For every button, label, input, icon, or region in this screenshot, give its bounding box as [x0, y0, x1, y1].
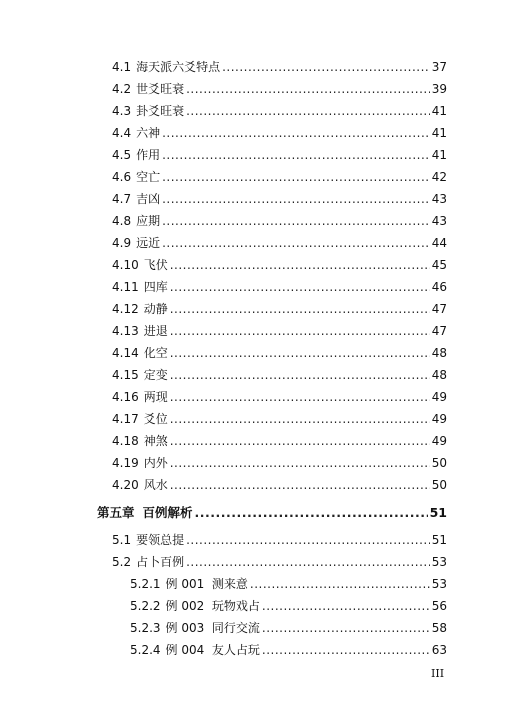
leader-dots — [170, 477, 430, 493]
entry-page: 46 — [431, 280, 447, 294]
entry-number: 4.9 — [112, 236, 132, 250]
entry-number: 4.20 — [112, 478, 139, 492]
entry-title: 动静 — [143, 302, 168, 316]
toc-entry-4-11[interactable] — [112, 279, 447, 295]
entry-page: 43 — [431, 192, 447, 206]
toc-entry-4-9[interactable] — [112, 235, 447, 251]
leader-dots — [170, 455, 430, 471]
entry-number: 4.3 — [112, 104, 132, 118]
entry-page: 41 — [431, 148, 447, 162]
leader-dots — [170, 345, 430, 361]
entry-title: 六神 — [136, 126, 161, 140]
entry-number: 4.1 — [112, 60, 132, 74]
entry-title: 卦爻旺衰 — [136, 104, 185, 118]
toc-entry-5-2-4[interactable] — [130, 642, 447, 658]
entry-title: 吉凶 — [136, 192, 161, 206]
entry-number: 5.2.2 — [130, 599, 161, 613]
toc-entry-4-3[interactable] — [112, 103, 447, 119]
leader-dots — [186, 554, 430, 570]
entry-number: 4.16 — [112, 390, 139, 404]
leader-dots — [262, 620, 430, 636]
entry-title: 空亡 — [136, 170, 161, 184]
toc-entry-4-2[interactable] — [112, 81, 447, 97]
entry-number: 4.14 — [112, 346, 139, 360]
leader-dots — [170, 411, 430, 427]
leader-dots — [186, 103, 430, 119]
entry-number: 5.2.4 — [130, 643, 161, 657]
toc-entry-5-1[interactable] — [112, 532, 447, 548]
leader-dots — [170, 323, 430, 339]
page-number: III — [431, 667, 445, 680]
entry-number: 4.13 — [112, 324, 139, 338]
entry-title: 占卜百例 — [136, 555, 185, 569]
toc-entry-4-7[interactable] — [112, 191, 447, 207]
leader-dots — [170, 301, 430, 317]
toc-entry-4-19[interactable] — [112, 455, 447, 471]
entry-title: 进退 — [143, 324, 168, 338]
entry-title: 例 002 玩物戏占 — [165, 599, 260, 613]
entry-page: 53 — [431, 577, 447, 591]
entry-page: 47 — [431, 324, 447, 338]
entry-title: 海天派六爻特点 — [136, 60, 221, 74]
leader-dots — [170, 389, 430, 405]
toc-entry-4-13[interactable] — [112, 323, 447, 339]
toc-entry-5-2[interactable] — [112, 554, 447, 570]
entry-page: 48 — [431, 346, 447, 360]
leader-dots — [262, 642, 430, 658]
entry-title: 爻位 — [143, 412, 168, 426]
entry-number: 4.17 — [112, 412, 139, 426]
leader-dots — [195, 505, 428, 521]
entry-number: 4.2 — [112, 82, 132, 96]
toc-entry-4-4[interactable] — [112, 125, 447, 141]
entry-page: 49 — [431, 412, 447, 426]
leader-dots — [162, 235, 430, 251]
entry-page: 63 — [431, 643, 447, 657]
entry-title: 例 001 测来意 — [165, 577, 248, 591]
leader-dots — [186, 532, 430, 548]
entry-number: 4.8 — [112, 214, 132, 228]
entry-page: 53 — [431, 555, 447, 569]
entry-number: 4.19 — [112, 456, 139, 470]
leader-dots — [170, 257, 430, 273]
entry-page: 58 — [431, 621, 447, 635]
toc-entry-4-15[interactable] — [112, 367, 447, 383]
entry-title: 例 004 友人占玩 — [165, 643, 260, 657]
toc-entry-4-20[interactable] — [112, 477, 447, 493]
entry-page: 37 — [431, 60, 447, 74]
entry-page: 44 — [431, 236, 447, 250]
entry-title: 世爻旺衰 — [136, 82, 185, 96]
toc-entry-5-2-1[interactable] — [130, 576, 447, 592]
entry-number: 4.12 — [112, 302, 139, 316]
toc-entry-4-12[interactable] — [112, 301, 447, 317]
entry-number: 4.6 — [112, 170, 132, 184]
entry-page: 43 — [431, 214, 447, 228]
entry-title: 作用 — [136, 148, 161, 162]
entry-title: 例 003 同行交流 — [165, 621, 260, 635]
entry-title: 内外 — [143, 456, 168, 470]
entry-page: 48 — [431, 368, 447, 382]
leader-dots — [262, 598, 430, 614]
entry-page: 39 — [431, 82, 447, 96]
entry-page: 51 — [431, 533, 447, 547]
entry-page: 49 — [431, 434, 447, 448]
entry-title: 化空 — [143, 346, 168, 360]
toc-entry-5-2-2[interactable] — [130, 598, 447, 614]
leader-dots — [170, 433, 430, 449]
entry-number: 4.10 — [112, 258, 139, 272]
toc-entry-4-1[interactable] — [112, 59, 447, 75]
entry-title: 远近 — [136, 236, 161, 250]
leader-dots — [162, 125, 430, 141]
leader-dots — [222, 59, 430, 75]
chapter-number: 第五章 — [97, 505, 135, 520]
entry-page: 47 — [431, 302, 447, 316]
entry-number: 4.18 — [112, 434, 139, 448]
entry-number: 4.11 — [112, 280, 139, 294]
toc-entry-4-5[interactable] — [112, 147, 447, 163]
entry-number: 4.15 — [112, 368, 139, 382]
leader-dots — [170, 279, 430, 295]
leader-dots — [186, 81, 430, 97]
entry-title: 神煞 — [143, 434, 168, 448]
leader-dots — [250, 576, 430, 592]
leader-dots — [162, 213, 430, 229]
entry-number: 4.5 — [112, 148, 132, 162]
entry-title: 应期 — [136, 214, 161, 228]
entry-title: 飞伏 — [143, 258, 168, 272]
entry-page: 45 — [431, 258, 447, 272]
chapter-title: 百例解析 — [142, 505, 193, 520]
toc-entry-4-17[interactable] — [112, 411, 447, 427]
entry-title: 定变 — [143, 368, 168, 382]
toc-entry-4-6[interactable] — [112, 169, 447, 185]
entry-title: 四库 — [143, 280, 168, 294]
toc-entry-4-10[interactable] — [112, 257, 447, 273]
entry-page: 49 — [431, 390, 447, 404]
entry-title: 两现 — [143, 390, 168, 404]
entry-page: 42 — [431, 170, 447, 184]
entry-title: 风水 — [143, 478, 168, 492]
entry-number: 5.1 — [112, 533, 132, 547]
chapter-page: 51 — [429, 505, 447, 520]
leader-dots — [162, 191, 430, 207]
entry-number: 4.7 — [112, 192, 132, 206]
entry-page: 41 — [431, 104, 447, 118]
entry-page: 41 — [431, 126, 447, 140]
entry-title: 要领总提 — [136, 533, 185, 547]
toc-entry-5-2-3[interactable] — [130, 620, 447, 636]
toc-entry-4-18[interactable] — [112, 433, 447, 449]
leader-dots — [162, 147, 430, 163]
entry-number: 5.2.1 — [130, 577, 161, 591]
leader-dots — [162, 169, 430, 185]
entry-page: 50 — [431, 478, 447, 492]
entry-page: 50 — [431, 456, 447, 470]
entry-number: 5.2.3 — [130, 621, 161, 635]
toc-entry-4-16[interactable] — [112, 389, 447, 405]
leader-dots — [170, 367, 430, 383]
entry-number: 5.2 — [112, 555, 132, 569]
toc-entry-4-8[interactable] — [112, 213, 447, 229]
entry-number: 4.4 — [112, 126, 132, 140]
entry-page: 56 — [431, 599, 447, 613]
toc-entry-4-14[interactable] — [112, 345, 447, 361]
toc-chapter-5[interactable] — [97, 505, 447, 521]
